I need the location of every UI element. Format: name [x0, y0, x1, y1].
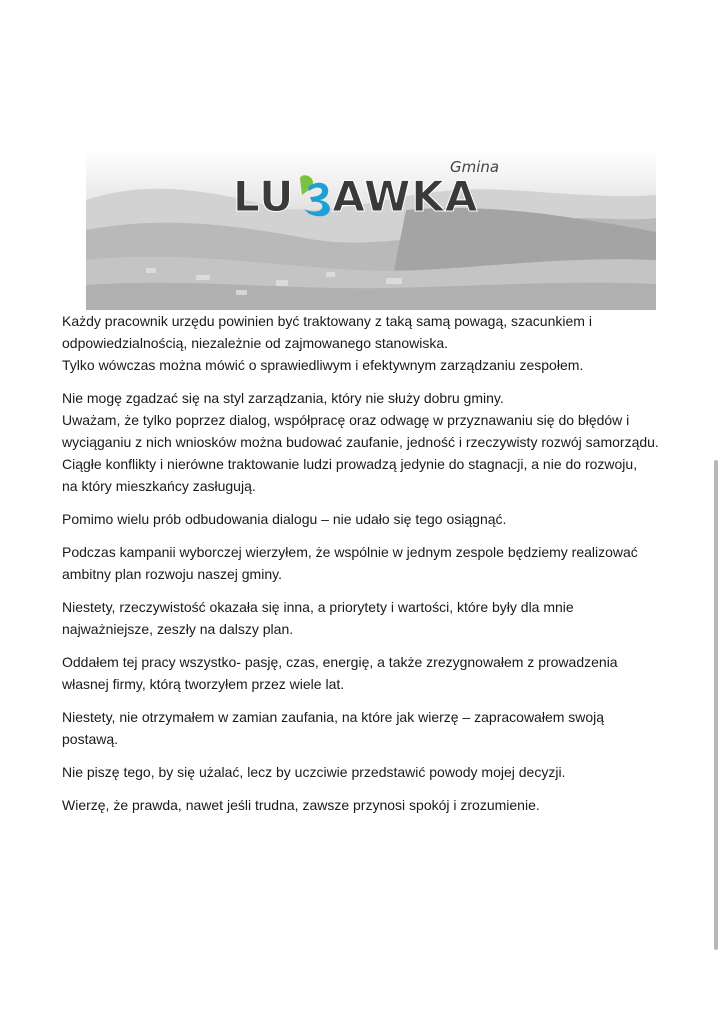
text-line: ambitny plan rozwoju naszej gminy. [62, 566, 282, 582]
text-line: Ciągłe konflikty i nierówne traktowanie ludzi prowadzą jedynie do stagnacji, a nie do rozwoju, [62, 456, 638, 472]
text-line: Nie piszę tego, by się użalać, lecz by uczciwie przedstawić powody mojej decyzji. [62, 764, 566, 780]
logo-word-left: LU [233, 172, 295, 221]
logo-wordmark [233, 172, 478, 221]
text-line: Niestety, rzeczywistość okazała się inna, a priorytety i wartości, które były dla mnie [62, 599, 574, 615]
paragraph [62, 596, 692, 640]
paragraph [62, 706, 692, 750]
logo-gmina-label: Gmina [450, 158, 500, 176]
text-line: Oddałem tej pracy wszystko- pasję, czas, energię, a także zrezygnowałem z prowadzenia [62, 654, 618, 670]
vertical-scrollbar[interactable] [714, 460, 718, 950]
paragraph [62, 541, 692, 585]
text-line: Nie mogę zgadzać się na styl zarządzania, który nie służy dobru gminy. [62, 390, 504, 406]
text-line: najważniejsze, zeszły na dalszy plan. [62, 621, 294, 637]
text-line: Każdy pracownik urzędu powinien być traktowany z taką samą powagą, szacunkiem i [62, 313, 592, 329]
gmina-lubawka-logo [233, 158, 533, 221]
text-line: Tylko wówczas można mówić o sprawiedliwym i efektywnym zarządzaniu zespołem. [62, 357, 584, 373]
text-line: Wierzę, że prawda, nawet jeśli trudna, zawsze przynosi spokój i zrozumienie. [62, 797, 540, 813]
paragraph [62, 310, 692, 376]
text-line: na który mieszkańcy zasługują. [62, 478, 256, 494]
text-line: odpowiedzialnością, niezależnie od zajmowanego stanowiska. [62, 335, 449, 351]
text-line: własnej firmy, którą tworzyłem przez wiele lat. [62, 676, 345, 692]
logo-word-right: AWKA [332, 172, 479, 221]
letter-body [62, 310, 692, 827]
paragraph [62, 794, 692, 816]
paragraph [62, 761, 692, 783]
text-line: Uważam, że tylko poprzez dialog, współpracę oraz odwagę w przyznawaniu się do błędów i [62, 412, 630, 428]
heart-b-letter-icon [292, 173, 334, 217]
text-line: Pomimo wielu prób odbudowania dialogu – nie udało się tego osiągnąć. [62, 511, 507, 527]
text-line: Niestety, nie otrzymałem w zamian zaufania, na które jak wierzę – zapracowałem swoją [62, 709, 605, 725]
text-line: postawą. [62, 731, 119, 747]
paragraph [62, 387, 692, 497]
text-line: wyciąganiu z nich wniosków można budować zaufanie, jedność i rzeczywisty rozwój samorządu. [62, 434, 659, 450]
paragraph [62, 651, 692, 695]
paragraph [62, 508, 692, 530]
text-line: Podczas kampanii wyborczej wierzyłem, że wspólnie w jednym zespole będziemy realizować [62, 544, 638, 560]
